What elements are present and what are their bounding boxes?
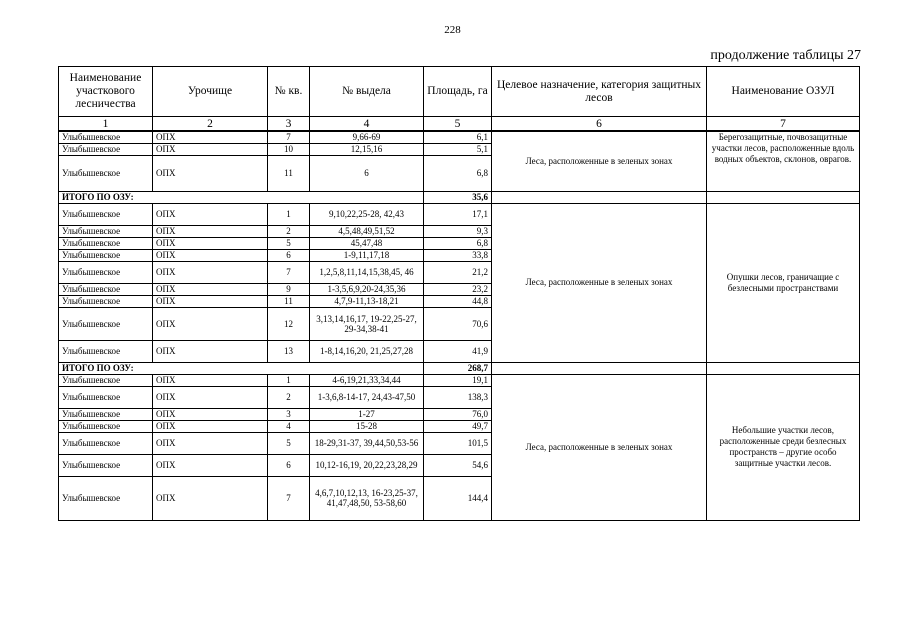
cell-purpose: Леса, расположенные в зеленых зонах xyxy=(492,374,707,520)
table-body xyxy=(59,131,860,520)
cell-forestry: Улыбышевское xyxy=(59,307,153,340)
cell-area: 138,3 xyxy=(424,386,492,408)
cell-plots: 18-29,31-37, 39,44,50,53-56 xyxy=(310,432,424,454)
cell-purpose: Леса, расположенные в зеленых зонах xyxy=(492,203,707,362)
column-number: 3 xyxy=(268,117,310,132)
cell-area: 101,5 xyxy=(424,432,492,454)
cell-quarter: 9 xyxy=(268,283,310,295)
total-row xyxy=(59,362,860,374)
cell-tract: ОПХ xyxy=(153,261,268,283)
cell-forestry: Улыбышевское xyxy=(59,225,153,237)
column-number: 5 xyxy=(424,117,492,132)
cell-forestry: Улыбышевское xyxy=(59,386,153,408)
cell-tract: ОПХ xyxy=(153,295,268,307)
cell-area: 41,9 xyxy=(424,340,492,362)
table-row xyxy=(59,203,860,225)
header-ozul: Наименование ОЗУЛ xyxy=(707,67,860,117)
cell-area: 6,8 xyxy=(424,237,492,249)
cell-plots: 6 xyxy=(310,155,424,191)
cell-quarter: 7 xyxy=(268,131,310,143)
cell-quarter: 4 xyxy=(268,420,310,432)
cell-quarter: 11 xyxy=(268,295,310,307)
cell-tract: ОПХ xyxy=(153,307,268,340)
total-label: ИТОГО ПО ОЗУ: xyxy=(59,191,424,203)
table-row xyxy=(59,131,860,143)
cell-plots: 1-3,5,6,9,20-24,35,36 xyxy=(310,283,424,295)
cell-forestry: Улыбышевское xyxy=(59,283,153,295)
cell-tract: ОПХ xyxy=(153,420,268,432)
cell-forestry: Улыбышевское xyxy=(59,420,153,432)
page-number: 228 xyxy=(444,24,461,36)
cell-tract: ОПХ xyxy=(153,225,268,237)
header-row xyxy=(59,67,860,117)
cell-plots: 4,7,9-11,13-18,21 xyxy=(310,295,424,307)
cell-forestry: Улыбышевское xyxy=(59,374,153,386)
cell-quarter: 7 xyxy=(268,261,310,283)
header-quarter: № кв. xyxy=(268,67,310,117)
cell-quarter: 10 xyxy=(268,143,310,155)
cell-plots: 3,13,14,16,17, 19-22,25-27, 29-34,38-41 xyxy=(310,307,424,340)
cell-ozul: Берегозащитные, почвозащитные участки лесов, расположенные вдоль водных объектов, склонов, оврагов. xyxy=(707,131,860,191)
cell-area: 70,6 xyxy=(424,307,492,340)
cell-tract: ОПХ xyxy=(153,432,268,454)
cell-quarter: 5 xyxy=(268,237,310,249)
cell-forestry: Улыбышевское xyxy=(59,454,153,476)
cell-forestry: Улыбышевское xyxy=(59,237,153,249)
cell-area: 21,2 xyxy=(424,261,492,283)
header-tract: Урочище xyxy=(153,67,268,117)
cell-area: 17,1 xyxy=(424,203,492,225)
cell-quarter: 11 xyxy=(268,155,310,191)
cell-quarter: 12 xyxy=(268,307,310,340)
cell-area: 6,1 xyxy=(424,131,492,143)
cell-forestry: Улыбышевское xyxy=(59,408,153,420)
cell-area: 33,8 xyxy=(424,249,492,261)
cell-area: 5,1 xyxy=(424,143,492,155)
cell-tract: ОПХ xyxy=(153,408,268,420)
total-row xyxy=(59,191,860,203)
cell-forestry: Улыбышевское xyxy=(59,143,153,155)
cell-plots: 15-28 xyxy=(310,420,424,432)
cell-plots: 10,12-16,19, 20,22,23,28,29 xyxy=(310,454,424,476)
cell-forestry: Улыбышевское xyxy=(59,295,153,307)
forest-plots-table xyxy=(58,66,860,521)
cell-ozul: Опушки лесов, граничащие с безлесными пространствами xyxy=(707,203,860,362)
cell-plots: 1-27 xyxy=(310,408,424,420)
cell-tract: ОПХ xyxy=(153,283,268,295)
total-label: ИТОГО ПО ОЗУ: xyxy=(59,362,424,374)
cell-plots: 4,5,48,49,51,52 xyxy=(310,225,424,237)
cell-area: 144,4 xyxy=(424,476,492,520)
cell-forestry: Улыбышевское xyxy=(59,476,153,520)
cell-plots: 1,2,5,8,11,14,15,38,45, 46 xyxy=(310,261,424,283)
cell-tract: ОПХ xyxy=(153,203,268,225)
table-continuation-title: продолжение таблицы 27 xyxy=(710,48,861,63)
cell-tract: ОПХ xyxy=(153,249,268,261)
cell-area: 54,6 xyxy=(424,454,492,476)
total-empty-purpose xyxy=(492,191,707,203)
cell-tract: ОПХ xyxy=(153,143,268,155)
cell-plots: 1-3,6,8-14-17, 24,43-47,50 xyxy=(310,386,424,408)
cell-tract: ОПХ xyxy=(153,155,268,191)
cell-area: 9,3 xyxy=(424,225,492,237)
cell-area: 6,8 xyxy=(424,155,492,191)
cell-forestry: Улыбышевское xyxy=(59,340,153,362)
cell-tract: ОПХ xyxy=(153,237,268,249)
cell-plots: 1-8,14,16,20, 21,25,27,28 xyxy=(310,340,424,362)
cell-plots: 12,15,16 xyxy=(310,143,424,155)
total-empty-purpose xyxy=(492,362,707,374)
cell-area: 49,7 xyxy=(424,420,492,432)
header-area: Площадь, га xyxy=(424,67,492,117)
total-area: 35,6 xyxy=(424,191,492,203)
cell-tract: ОПХ xyxy=(153,374,268,386)
cell-quarter: 1 xyxy=(268,374,310,386)
column-number: 4 xyxy=(310,117,424,132)
cell-tract: ОПХ xyxy=(153,386,268,408)
cell-quarter: 6 xyxy=(268,454,310,476)
cell-plots: 1-9,11,17,18 xyxy=(310,249,424,261)
cell-quarter: 3 xyxy=(268,408,310,420)
cell-forestry: Улыбышевское xyxy=(59,203,153,225)
column-number: 2 xyxy=(153,117,268,132)
cell-tract: ОПХ xyxy=(153,476,268,520)
cell-forestry: Улыбышевское xyxy=(59,131,153,143)
cell-plots: 9,10,22,25-28, 42,43 xyxy=(310,203,424,225)
cell-quarter: 1 xyxy=(268,203,310,225)
header-forestry: Наименование участкового лесничества xyxy=(59,67,153,117)
cell-quarter: 13 xyxy=(268,340,310,362)
cell-forestry: Улыбышевское xyxy=(59,432,153,454)
cell-plots: 45,47,48 xyxy=(310,237,424,249)
cell-quarter: 2 xyxy=(268,225,310,237)
column-number: 6 xyxy=(492,117,707,132)
header-plots: № выдела xyxy=(310,67,424,117)
cell-area: 76,0 xyxy=(424,408,492,420)
column-number: 7 xyxy=(707,117,860,132)
cell-tract: ОПХ xyxy=(153,131,268,143)
cell-quarter: 2 xyxy=(268,386,310,408)
cell-plots: 9,66-69 xyxy=(310,131,424,143)
cell-quarter: 6 xyxy=(268,249,310,261)
table-row xyxy=(59,374,860,386)
total-empty-ozul xyxy=(707,362,860,374)
cell-forestry: Улыбышевское xyxy=(59,249,153,261)
column-number-row xyxy=(59,117,860,132)
column-number: 1 xyxy=(59,117,153,132)
cell-forestry: Улыбышевское xyxy=(59,155,153,191)
total-empty-ozul xyxy=(707,191,860,203)
cell-quarter: 5 xyxy=(268,432,310,454)
cell-tract: ОПХ xyxy=(153,454,268,476)
cell-tract: ОПХ xyxy=(153,340,268,362)
cell-area: 23,2 xyxy=(424,283,492,295)
cell-area: 19,1 xyxy=(424,374,492,386)
cell-area: 44,8 xyxy=(424,295,492,307)
cell-forestry: Улыбышевское xyxy=(59,261,153,283)
cell-purpose: Леса, расположенные в зеленых зонах xyxy=(492,131,707,191)
header-purpose: Целевое назначение, категория защитных лесов xyxy=(492,67,707,117)
total-area: 268,7 xyxy=(424,362,492,374)
cell-plots: 4-6,19,21,33,34,44 xyxy=(310,374,424,386)
cell-ozul: Небольшие участки лесов, расположенные среди безлесных пространств – другие особо защитные участки лесов. xyxy=(707,374,860,520)
cell-plots: 4,6,7,10,12,13, 16-23,25-37, 41,47,48,50, 53-58,60 xyxy=(310,476,424,520)
cell-quarter: 7 xyxy=(268,476,310,520)
